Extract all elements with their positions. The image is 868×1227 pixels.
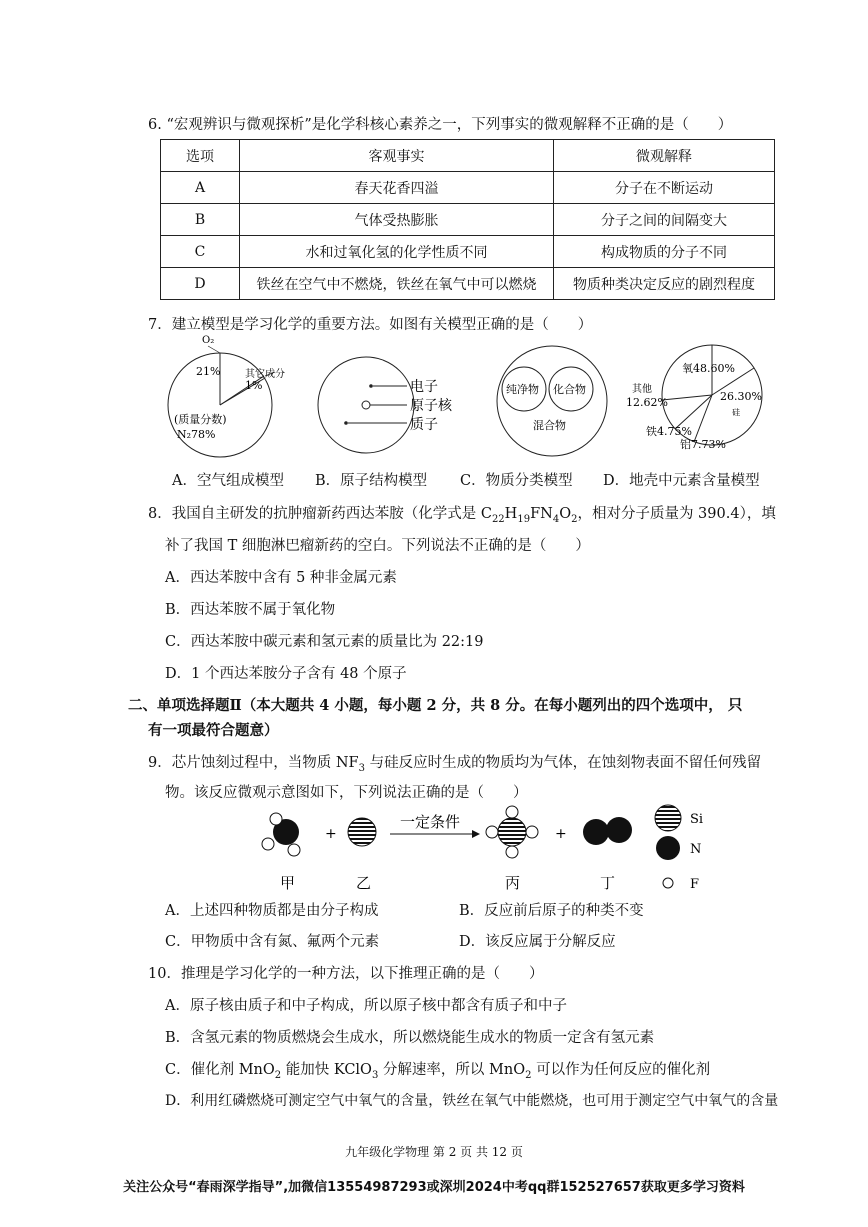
atom-structure-model [313,345,473,455]
oxygen-label: 氧48.60% [682,362,735,375]
q8-stem-line1: 8．我国自主研发的抗肿瘤新药西达苯胺（化学式是 $C_{22}H_{19}FN_4O_2$，相对分子质量为 390.4），填 [148,506,776,525]
q8-option-b[interactable]: B．西达苯胺不属于氧化物 [165,602,336,618]
other-element-percent: 12.62% [626,396,668,409]
air-composition-model [140,332,310,460]
plus-sign: + [325,826,337,842]
matter-classification-model [494,344,612,458]
q7-option-b[interactable]: B．原子结构模型 [315,473,428,489]
header-option: 选项 [161,140,240,172]
pure-substance-label: 纯净物 [506,383,539,396]
section-2-heading: 二、单项选择题Ⅱ（本大题共 4 小题，每小题 2 分，共 8 分。在每小题列出的四个选项中， 只 [128,697,743,714]
q10-stem: 10．推理是学习化学的一种方法，以下推理正确的是（ ） [148,966,544,982]
label-bing: 丙 [505,874,521,892]
q7-option-c[interactable]: C．物质分类模型 [460,473,573,489]
q6-table [160,139,775,300]
o2-percent: 21% [196,365,221,378]
electron-label: 电子 [410,379,438,395]
mixture-label: 混合物 [533,419,566,432]
cell: 铁丝在空气中不燃烧，铁丝在氧气中可以燃烧 [240,268,554,300]
q8-option-a[interactable]: A．西达苯胺中含有 5 种非金属元素 [165,570,397,586]
q9-stem-line1: 9．芯片蚀刻过程中，当物质 $NF_3$ 与硅反应时生成的物质均为气体，在蚀刻物表面不留任何残留 [148,755,762,774]
other-label: 其它成分 [245,369,285,380]
q8-option-d[interactable]: D．1 个西达苯胺分子含有 48 个原子 [165,666,407,682]
q10-option-c[interactable]: C．催化剂 MnO$_2$ 能加快 KClO$_3$ 分解速率，所以 MnO$_2$ 可以作为任何反应的催化剂 [165,1062,711,1081]
table-header-row [161,140,775,172]
legend-n: N [690,842,702,857]
cell: 气体受热膨胀 [240,204,554,236]
silicon-label: 硅 [732,408,740,417]
section-2-heading-cont: 有一项最符合题意） [148,722,279,739]
table-row [161,204,775,236]
q9-option-b[interactable]: B．反应前后原子的种类不变 [459,903,644,919]
q8-option-c[interactable]: C．西达苯胺中碳元素和氢元素的质量比为 22:19 [165,634,484,650]
o2-label: O₂ [202,335,215,346]
silicon-percent: 26.30% [720,390,762,403]
table-row [161,268,775,300]
q10-option-a[interactable]: A．原子核由质子和中子构成，所以原子核中都含有质子和中子 [165,998,567,1014]
other-percent: 1% [245,379,263,392]
header-explanation: 微观解释 [554,140,775,172]
q7-option-a[interactable]: A．空气组成模型 [172,473,284,489]
label-ding: 丁 [600,874,616,892]
q9-option-d[interactable]: D．该反应属于分解反应 [459,934,616,950]
plus-sign: + [555,826,567,842]
aluminum-label: 铝7.73% [680,438,726,451]
cell: 物质种类决定反应的剧烈程度 [554,268,775,300]
cell: B [161,204,240,236]
mass-fraction-label: (质量分数) [174,413,227,426]
page-footer: 九年级化学物理 第 2 页 共 12 页 [345,1145,523,1159]
cell: 水和过氧化氢的化学性质不同 [240,236,554,268]
cell: A [161,172,240,204]
cell: 春天花香四溢 [240,172,554,204]
q9-stem-line2: 物。该反应微观示意图如下，下列说法正确的是（ ） [165,785,528,801]
cell: D [161,268,240,300]
label-jia: 甲 [280,874,296,892]
n2-label: N₂78% [177,428,216,441]
proton-label: 质子 [410,417,438,433]
legend-si: Si [690,812,704,827]
table-row [161,172,775,204]
nucleus-label: 原子核 [410,398,452,414]
table-row [161,236,775,268]
q8-stem-line2: 补了我国 T 细胞淋巴瘤新药的空白。下列说法不正确的是（ ） [165,538,590,554]
reaction-condition: 一定条件 [400,813,461,831]
cell: 构成物质的分子不同 [554,236,775,268]
q6-stem: 6. “宏观辨识与微观探析”是化学科核心素养之一，下列事实的微观解释不正确的是（ ） [148,117,733,133]
iron-label: 铁4.75% [646,425,692,438]
label-yi: 乙 [356,874,372,892]
q7-stem: 7．建立模型是学习化学的重要方法。如图有关模型正确的是（ ） [148,317,593,333]
cell: 分子在不断运动 [554,172,775,204]
q9-reaction-diagram [250,798,720,898]
q9-option-c[interactable]: C．甲物质中含有氮、氟两个元素 [165,934,380,950]
cell: C [161,236,240,268]
q7-option-d[interactable]: D．地壳中元素含量模型 [603,473,760,489]
q10-option-d[interactable]: D．利用红磷燃烧可测定空气中氧气的含量，铁丝在氧气中能燃烧，也可用于测定空气中氧气的含量 [165,1093,779,1109]
crust-elements-model [622,340,782,458]
other-element-label: 其他 [632,384,652,395]
q9-option-a[interactable]: A．上述四种物质都是由分子构成 [165,903,379,919]
promo-banner: 关注公众号“春雨深学指导”,加微信13554987293或深圳2024中考qq群152527657获取更多学习资料 [123,1180,745,1195]
cell: 分子之间的间隔变大 [554,204,775,236]
q10-option-b[interactable]: B．含氢元素的物质燃烧会生成水，所以燃烧能生成水的物质一定含有氢元素 [165,1030,655,1046]
compound-label: 化合物 [553,383,586,396]
header-fact: 客观事实 [240,140,554,172]
legend-f: F [690,877,700,892]
